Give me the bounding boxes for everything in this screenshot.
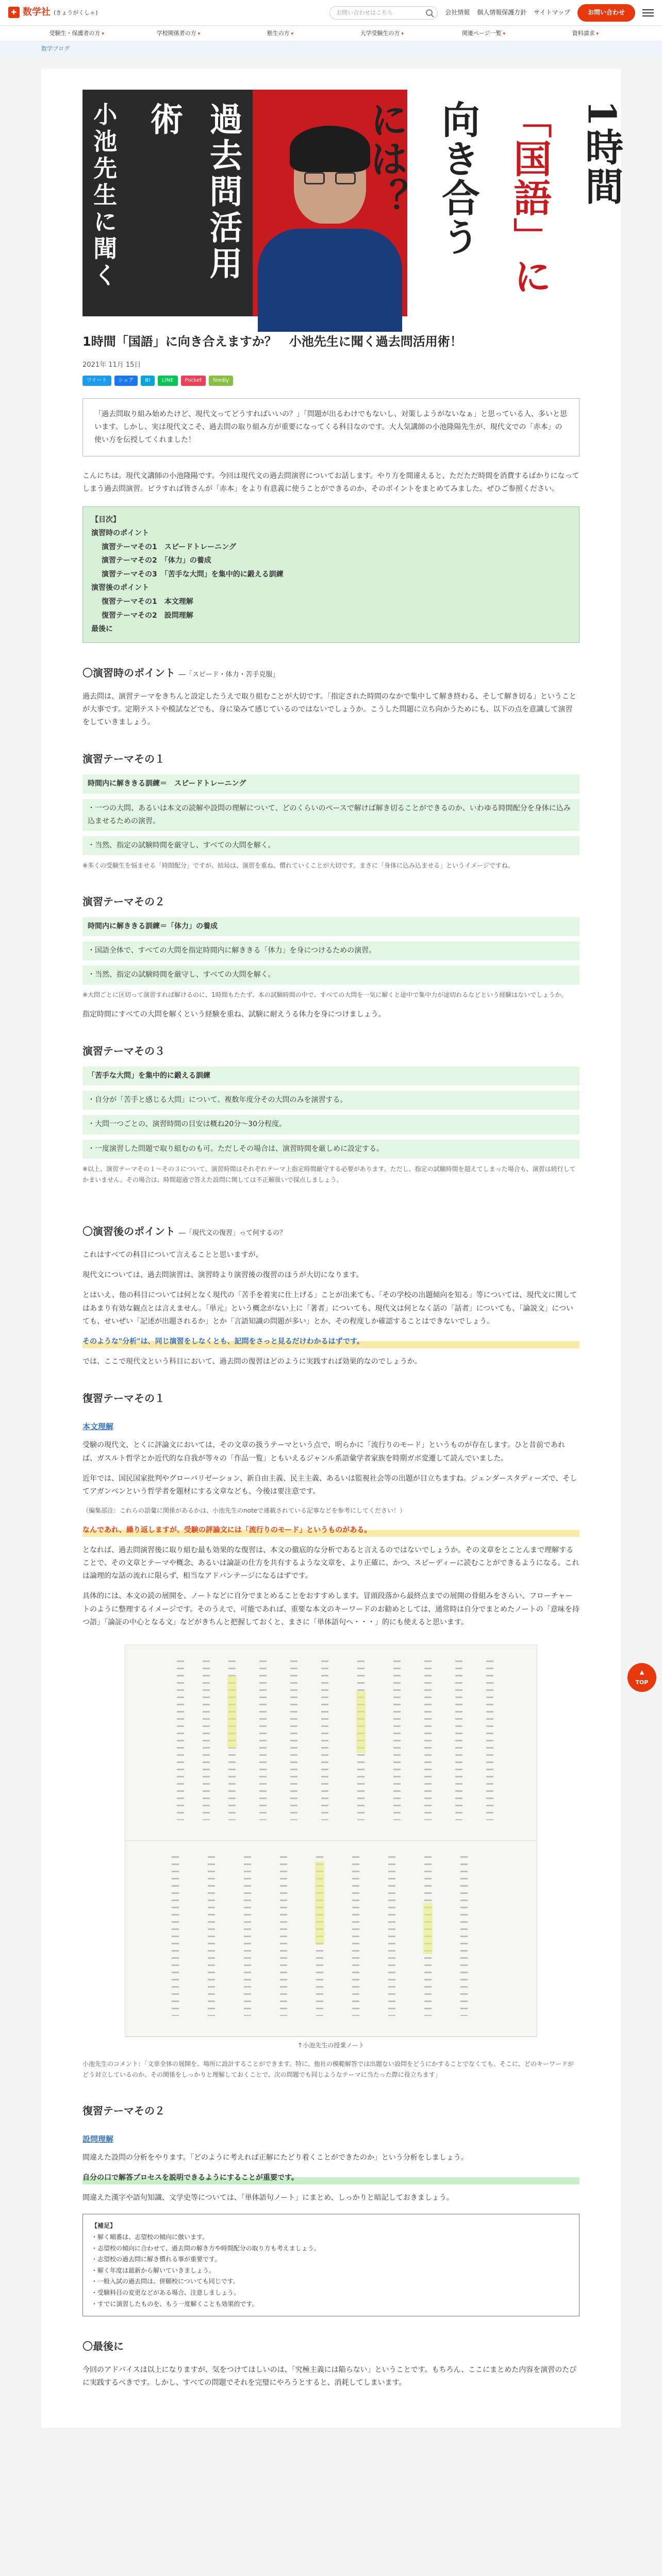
theme-3-note: ※以上、演習テーマその１〜その３について、演習時間はそれぞれテーマ上指定時間厳守する必要があります。ただし、指定の試験時間を超えてしまった場合も、演習は続行してかまいません。その場合は、時間超過で答えた設問に関しては不正解扱いで採点しましょう。 — [82, 1165, 576, 1184]
supplement-title: 【補足】 — [91, 2222, 117, 2230]
supplement-box — [82, 2214, 580, 2316]
supplement-item: ・解く年度は最新から解いていきましょう。 — [91, 2266, 216, 2274]
breadcrumb — [0, 41, 662, 57]
section-heading-note: ―「現代文の復習」って何するの？ — [178, 1229, 286, 1238]
paragraph: 受験の現代文、とくに評論文においては、その文章の扱うテーマという点で、明らかに「流行りのモード」というものが存在します。ひと昔前であれば、ガスルト哲学とか近代的な自我が等々の「作品一覧」ともいえるジャンル系語彙学者家族を時期ガボ変遷して読んでいました。 — [82, 1441, 566, 1463]
article-title: 1時間「国語」に向き合えますか？ 小池先生に聞く過去問活用術！ — [82, 334, 462, 349]
header-link-company[interactable]: 会社情報 — [445, 8, 470, 16]
breadcrumb-item[interactable]: 数学ブログ — [41, 45, 70, 53]
search-icon[interactable] — [426, 9, 433, 16]
nav-item-related[interactable]: 関連ページ一覧 ▾ — [433, 28, 534, 39]
share-line-button[interactable]: LINE — [158, 376, 177, 386]
paragraph: 指定時間にすべての大問を解くという経験を重ね、試験に耐えうる体力を身につけましょう。 — [82, 1010, 386, 1019]
share-buttons — [82, 376, 580, 386]
teacher-comment: 小池先生のコメント：「文章全体の展開を、場所に設計することができます。特に、他社の模範解答では出題ない設問をどうにかすることでなくても、そこに、どのキーワードがどう対立しているのか、その関係をしっかりと理解しておくことで、次の問題でも同じようなテーマに当たった際に役立ちます」 — [82, 2060, 574, 2079]
hero-copy-1: 1時間 — [579, 100, 624, 206]
review-2-heading: 復習テーマその２ — [82, 2104, 165, 2117]
supplement-item: ・一般入試の過去問は、併願校についても同じです。 — [91, 2278, 239, 2285]
theme-1-note: ※多くの受験生を悩ませる「時間配分」ですが、結局は、演習を重ね、慣れていくことが大切です。まさに「身体に込み込ませる」というイメージですね。 — [82, 862, 514, 870]
contact-button[interactable]: お問い合わせ — [577, 4, 635, 22]
notebook-page-1 — [125, 1645, 537, 1841]
logo-name: 数学社 — [23, 7, 51, 18]
paragraph: 間違えた設問の分析をやります。「どのように考えれば正解にたどり着くことができたのか」という分析をしましょう。 — [82, 2153, 468, 2162]
paragraph: となれば、過去問演習後に取り組む最も効果的な復習は、本文の徹底的な分析であると言えるのではないでしょうか。その文章をとことんまで理解することで、その文章とテーマや概念、あるいは論証の仕方を共有するような文章を、より正確に、かつ、スピーディーに読むことができるようになる。これは論理的な話の流れに限らず、相当なアドバンテージになるはずです。 — [82, 1546, 580, 1581]
toc-item[interactable]: 復習テーマその2 設問理解 — [102, 611, 193, 620]
paragraph: 近年では、国民国家批判やグローバリゼーション、新自由主義、民主主義、あるいは監視社会等の出題が目立ちますね。ジェンダースタディーズで、そしてアガンベンという哲学者を題材にする文章なども、今後は要注意です。 — [82, 1474, 577, 1496]
toc-item[interactable]: 演習時のポイント — [91, 529, 149, 538]
section-heading-practice — [82, 664, 580, 682]
header-right — [329, 4, 654, 22]
paragraph: では、ここで現代文という科目において、過去問の復習はどのように実践すれば効果的なのでしょうか。 — [82, 1358, 422, 1366]
toc-item[interactable]: 復習テーマその1 本文理解 — [102, 598, 193, 606]
theme-2-note: ※大問ごとに区切って演習すれば解けるのに、1時間もたたず、本の試験時間の中で、すべての大問を一気に解くと途中で集中力が途切れるなどという経験はないでしょうか。 — [82, 991, 568, 999]
review-2-subheading: 設問理解 — [82, 2134, 114, 2144]
search-placeholder: お問い合わせはこちら — [336, 9, 393, 16]
back-to-top-label: TOP — [635, 1679, 649, 1686]
section-heading-text: 〇演習後のポイント — [82, 1225, 175, 1238]
section-heading-text: 〇演習時のポイント — [82, 666, 175, 679]
theme-2-point: ・国語全体で、すべての大問を指定時間内に解ききる「体力」を身につけるための演習。 — [82, 941, 580, 960]
toc-item[interactable]: 最後に — [91, 625, 113, 634]
supplement-item: ・志望校の過去問に解き慣れる事が重要です。 — [91, 2256, 221, 2263]
section-heading-review — [82, 1222, 580, 1241]
nav-item-request[interactable]: 資料請求 ▾ — [535, 28, 636, 39]
theme-1-heading: 演習テーマその１ — [82, 753, 165, 766]
toc-title: 【目次】 — [91, 515, 120, 524]
share-feedly-button[interactable]: feedly — [209, 376, 233, 386]
highlighted-paragraph: そのような"分析"は、同じ演習をしなくとも、記問をさっと見るだけわかるはずです。 — [82, 1335, 580, 1348]
toc-item[interactable]: 演習テーマその2 「体力」の養成 — [102, 556, 211, 565]
paragraph: 具体的には、本文の読の展開を、ノートなどに自分でまとめることをおすすめします。冒頭段落から最終点までの展開の骨組みをさらい、フローチャートのように整理するイメージです。そのうえで、可能であれば、重要な本文のキーワードのお勧めとしては、通常時は自分でまとめたノートの「意味を持つ語」「論証の中心となる文」などがきちんと把握しておくと、まさに「単体語句へ・・・」的にも使えると思います。 — [82, 1592, 580, 1626]
notebook-page-2 — [125, 1841, 537, 2037]
search-input[interactable] — [329, 6, 438, 20]
header-link-privacy[interactable]: 個人情報保護方針 — [477, 8, 527, 16]
paragraph: 現代文については、過去問演習は、演習時より演習後の復習のほうが大切になります。 — [82, 1271, 363, 1280]
nav-item-students[interactable]: 受験生・保護者の方 ▾ — [26, 28, 127, 39]
theme-2-summary: 時間内に解ききる訓練＝「体力」の養成 — [82, 917, 580, 936]
table-of-contents — [82, 506, 580, 643]
hero-copy-2: 「国語」に — [507, 100, 552, 296]
theme-2-point: ・当然、指定の試験時間を厳守し、すべての大問を解く。 — [82, 965, 580, 985]
paragraph: 今回のアドバイスは以上になりますが、気をつけてほしいのは、「究極主義には陥らない」ということです。もちろん、ここにまとめた内容を演習のたびに実践するべきです。しかし、すべての問題でそれを完璧にやろうとすると、消耗してしまいます。 — [82, 2366, 577, 2387]
theme-3-point: ・自分が「苦手と感じる大問」について、複数年度分その大問のみを演習する。 — [82, 1091, 580, 1110]
highlighted-paragraph: 自分の口で解答プロセスを説明できるようにすることが重要です。 — [82, 2172, 580, 2184]
notebook-photo — [125, 1645, 537, 2037]
theme-1-point: ・当然、指定の試験時間を厳守し、すべての大問を解く。 — [82, 836, 580, 855]
theme-1-summary: 時間内に解ききる訓練＝ スピードトレーニング — [82, 774, 580, 793]
theme-3-summary: 「苦手な大問」を集中的に鍛える訓練 — [82, 1066, 580, 1086]
supplement-item: ・すでに演習したものを、もう一度解くことも効果的です。 — [91, 2300, 258, 2308]
article — [41, 69, 624, 2428]
site-header — [0, 0, 662, 26]
theme-3-point: ・大問一つごとの、演習時間の目安は概ね20分〜30分程度。 — [82, 1115, 580, 1134]
hero-image — [82, 90, 624, 316]
supplement-item: ・解く順番は、志望校の傾向に倣います。 — [91, 2233, 209, 2241]
editor-note: （編集部注：これらの語彙に関係があるかは、小池先生のnoteで連載されている記事などを参考にしてください！） — [82, 1507, 406, 1515]
paragraph: 間違えた漢字や語句知識、文学史等については、「単体語句ノート」にまとめ、しっかりと暗記しておきましょう。 — [82, 2194, 454, 2202]
section-heading-last: 〇最後に — [82, 2340, 124, 2353]
theme-3-point: ・一度演習した問題で取り組むのも可。ただしその場合は、演習時間を厳しめに設定する。 — [82, 1140, 580, 1159]
hero-left-panel — [82, 90, 253, 316]
supplement-item: ・受験科目の変更などがある場合、注意しましょう。 — [91, 2289, 240, 2296]
review-1-subheading: 本文理解 — [82, 1422, 114, 1432]
share-pocket-button[interactable]: Pocket — [181, 376, 206, 386]
back-to-top-button[interactable] — [627, 1663, 656, 1692]
logo-mark-icon: ✚ — [8, 7, 20, 18]
lead-box: 「過去問取り組み始めたけど、現代文ってどうすればいいの？」「問題が出るわけでもないし、対策しようがないなぁ」と思っている人、多いと思います。しかし、実は現代文こそ、過去問の取り組み方が重要になってくる科目なのです。大人気講師の小池隆陽先生が、現代文での「赤本」の使い方を伝授してくれました！ — [82, 398, 580, 457]
menu-icon[interactable] — [642, 9, 654, 16]
nav-item-schools[interactable]: 学校関係者の方 ▾ — [127, 28, 229, 39]
review-1-heading: 復習テーマその１ — [82, 1392, 165, 1405]
toc-item[interactable]: 演習後のポイント — [91, 584, 149, 592]
paragraph: とはいえ、他の科目については何となく現代の「苦手を着実に仕上げる」ことが出来ても、「その学校の出題傾向を知る」等については、現代文に関してはあまり有効な観点とは言えません。「単元」という概念がない上に「著者」についても、現代文は何となく話の「話者」についても、「論説文」についても、せいぜい「記述が出題されるか」とか「言語知識の問題が多い」とか、その程度しか確認することはできないでしょう。 — [82, 1291, 577, 1326]
hero-title: 過去問活用術 — [144, 102, 243, 282]
theme-3-heading: 演習テーマその３ — [82, 1045, 165, 1058]
hero-copy-3: 向き合う — [436, 100, 480, 257]
nav-item-university[interactable]: 大学受験生の方 ▾ — [331, 28, 433, 39]
hero-subtitle: 小池先生に聞く — [90, 102, 118, 290]
portrait-glasses — [304, 172, 356, 184]
section-heading-note: ―「スピード・体力・苦手克服」 — [178, 670, 279, 679]
chevron-up-icon: ▲ — [639, 1669, 644, 1676]
hero-right-panel — [363, 90, 624, 316]
toc-item[interactable]: 演習テーマその1 スピードトレーニング — [102, 543, 236, 551]
hero-copy-4: には？ — [363, 100, 408, 217]
share-facebook-button[interactable]: シェア — [114, 376, 138, 386]
intro-paragraph: こんにちは。現代文講師の小池隆陽です。今回は現代文の過去問演習についてお話します。やり方を間違えると、ただただ時間を消費するばかりになってしまう過去問演習。ビラすれば皆さんが「赤本」をより有意義に使うことができるのか、そのポイントをまとめてみました。ぜひご参照ください。 — [82, 472, 580, 494]
paragraph: 過去問は、演習テーマをきちんと設定したうえで取り組むことが大切です。「指定された時間のなかで集中して解き終わる、そして解き切る」ということが大事です。定期テストや模試などでも、身に染みて感じているのではないでしょうか。こうした問題に立ち向かうためにも、以下の点を意識して演習をしていきましょう。 — [82, 692, 576, 727]
nav-item-cram[interactable]: 塾生の方 ▾ — [229, 28, 331, 39]
site-logo[interactable] — [8, 4, 98, 21]
global-nav — [0, 26, 662, 41]
share-hatena-button[interactable]: B! — [141, 376, 155, 386]
share-twitter-button[interactable]: ツイート — [82, 376, 111, 386]
theme-2-heading: 演習テーマその２ — [82, 895, 165, 908]
theme-1-point: ・一つの大問、あるいは本文の読解や設問の理解について、どのくらいのペースで解けば解き切ることができるのか、いわゆる時間配分を身体に込み込ませるための演習。 — [82, 799, 580, 831]
photo-caption: ↑小池先生の授業ノート — [297, 2042, 365, 2049]
highlighted-paragraph: なんであれ、繰り返しますが、受験の評論文には「流行りのモード」というものがある。 — [82, 1524, 580, 1537]
header-link-sitemap[interactable]: サイトマップ — [534, 8, 570, 16]
logo-sub: (きょうがくしゃ) — [54, 9, 98, 16]
toc-item[interactable]: 演習テーマその3 「苦手な大問」を集中的に鍛える訓練 — [102, 570, 284, 579]
article-date: 2021年 11月 15日 — [82, 361, 141, 369]
paragraph: これはすべての科目について言えることと思いますが、 — [82, 1251, 263, 1260]
supplement-item: ・志望校の傾向に合わせて、過去問の解き方や時間配分の取り方も考えましょう。 — [91, 2244, 320, 2252]
